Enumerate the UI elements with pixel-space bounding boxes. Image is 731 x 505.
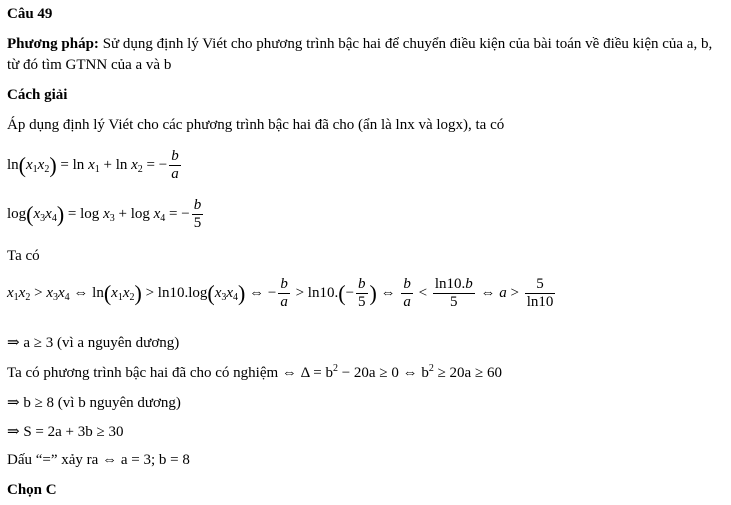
a-condition: ⇒ a ≥ 3 (vì a nguyên dương) xyxy=(7,335,180,351)
b-condition: ⇒ b ≥ 8 (vì b nguyên dương) xyxy=(7,395,181,411)
method-label: Phương pháp: xyxy=(7,36,99,52)
s-bound: ⇒ S = 2a + 3b ≥ 30 xyxy=(7,424,124,440)
equality-case: Dấu “=” xảy ra ⇔ a = 3; b = 8 xyxy=(7,452,190,468)
question-heading: Câu 49 xyxy=(7,6,53,22)
discriminant-line: Ta có phương trình bậc hai đã cho có nghiệm ⇔ $\Delta = b^2 - 20a \ge 0$ ⇔ $b^2 \ge 20a \ge 60$ xyxy=(7,363,502,381)
method-paragraph xyxy=(7,34,725,76)
equation-ln: $\ln(x_1x_2) = \ln x_1 + \ln x_2$ = − $\frac{b}{a}$ xyxy=(7,148,179,182)
method-text: Sử dụng định lý Viét cho phương trình bậc hai để chuyển điều kiện của bài toán về điều kiện của a, b, từ đó tìm GTNN của a và b xyxy=(7,36,713,73)
ta-co-text: Ta có xyxy=(7,248,40,264)
intro-text: Áp dụng định lý Viét cho các phương trình bậc hai đã cho (ẩn là lnx và logx), ta có xyxy=(7,117,505,133)
answer: Chọn C xyxy=(7,482,57,498)
equation-log: $\log(x_3x_4) = \log x_3 + \log x_4$ = − $\frac{b}{5}$ xyxy=(7,197,202,231)
inequality-chain: $x_1x_2 > x_3x_4$ ⇔ $\ln(x_1x_2) > \ln 10.\log(x_3x_4)$ ⇔ − $\frac{b}{a}$ > ln10.(− $\frac{b}{5}$ ) ⇔ $\frac{b}{a}$ < $\frac{\ln 10.b}{5}$ ⇔ a > $\frac{5}{\ln 10}$ xyxy=(7,276,554,310)
solution-title: Cách giải xyxy=(7,87,68,103)
